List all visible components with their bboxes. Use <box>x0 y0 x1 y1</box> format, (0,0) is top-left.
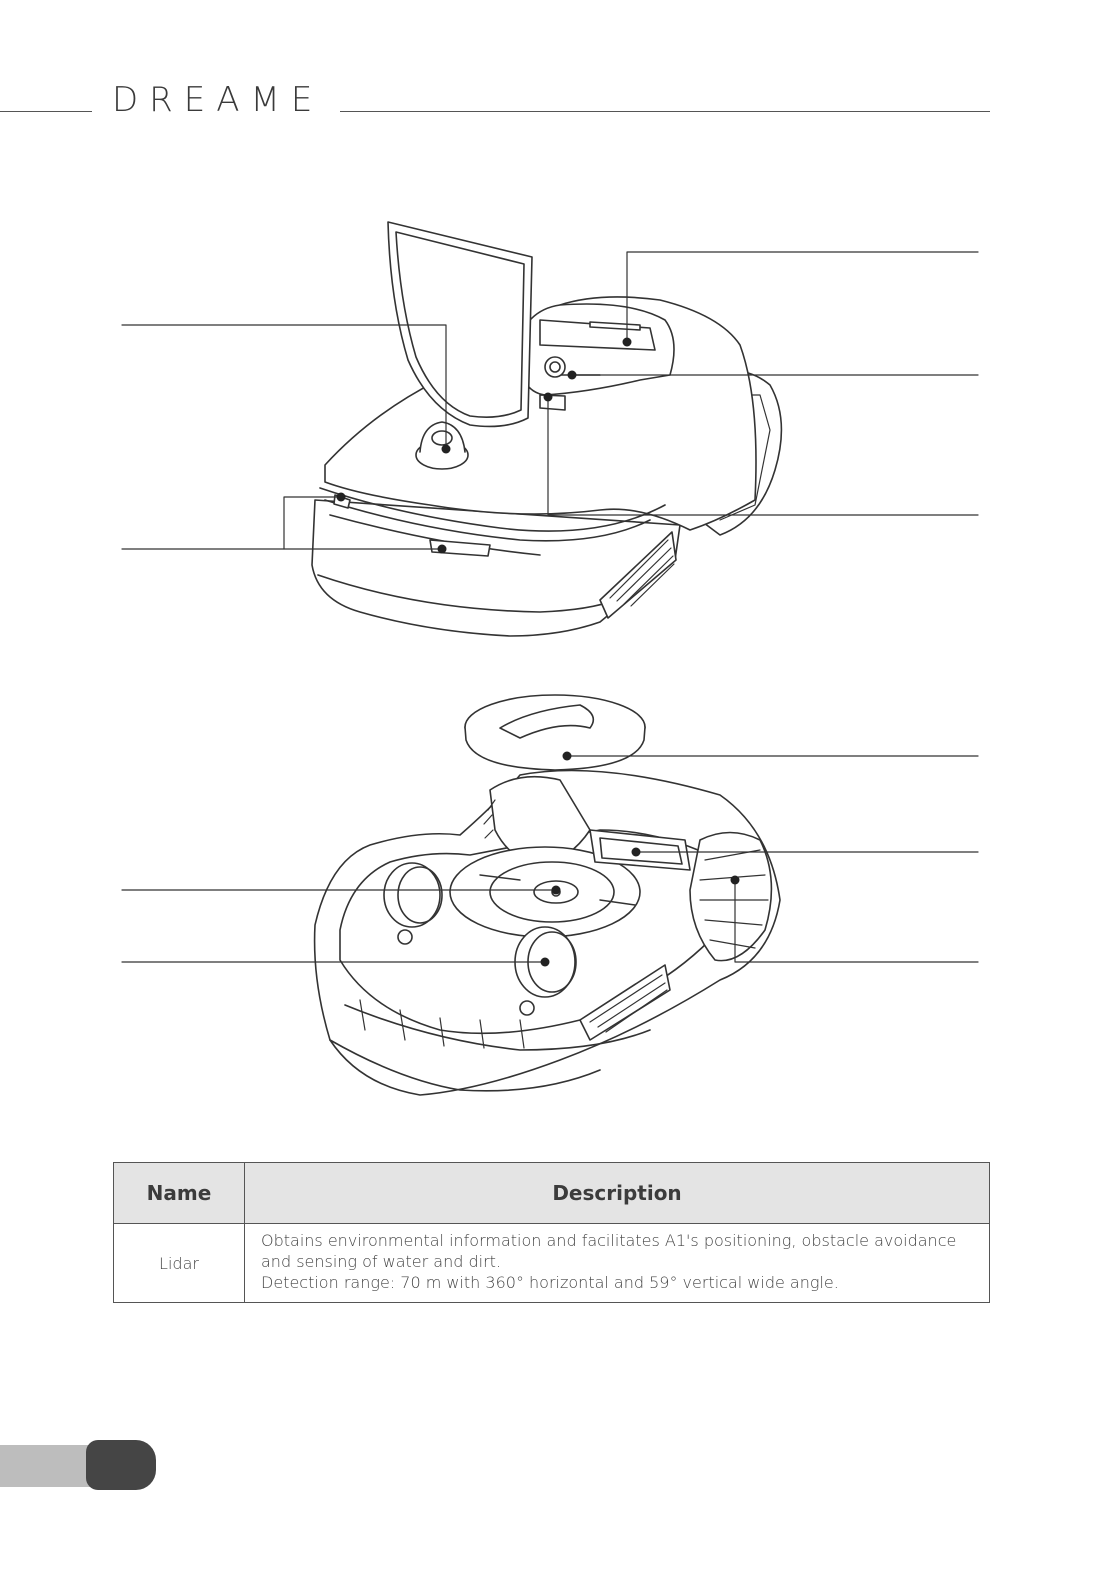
cell-description <box>245 1224 990 1303</box>
component-table <box>113 1162 990 1303</box>
callout-dot-panel-button <box>568 371 577 380</box>
table-header-row <box>114 1163 990 1224</box>
description-line: and sensing of water and dirt. <box>261 1252 502 1271</box>
callout-dot-battery <box>632 848 641 857</box>
callout-dot-front-sensor <box>438 545 447 554</box>
callout-dot-cover <box>563 752 572 761</box>
brand-logo: DREAME <box>112 80 324 120</box>
callout-dot-panel-lower <box>544 393 553 402</box>
callout-dot-track-wheel <box>731 876 740 885</box>
column-header-description: Description <box>245 1163 990 1224</box>
description-line: Obtains environmental information and facilitates A1's positioning, obstacle avoidance <box>261 1231 957 1250</box>
table-row <box>114 1224 990 1303</box>
callout-dot-panel-top <box>623 338 632 347</box>
callout-dot-blade-disc <box>552 886 561 895</box>
callout-dot-front-sensor-top <box>337 493 346 502</box>
cell-name: Lidar <box>114 1224 245 1303</box>
page-tab-marker <box>86 1440 156 1490</box>
description-line: Detection range: 70 m with 360° horizontal and 59° vertical wide angle. <box>261 1273 839 1292</box>
callout-dot-lidar <box>442 445 451 454</box>
column-header-name: Name <box>114 1163 245 1224</box>
callout-line-2 <box>122 497 341 549</box>
mower-top-view <box>312 222 781 636</box>
mower-bottom-view <box>315 695 780 1095</box>
callout-dot-caster-wheel <box>541 958 550 967</box>
